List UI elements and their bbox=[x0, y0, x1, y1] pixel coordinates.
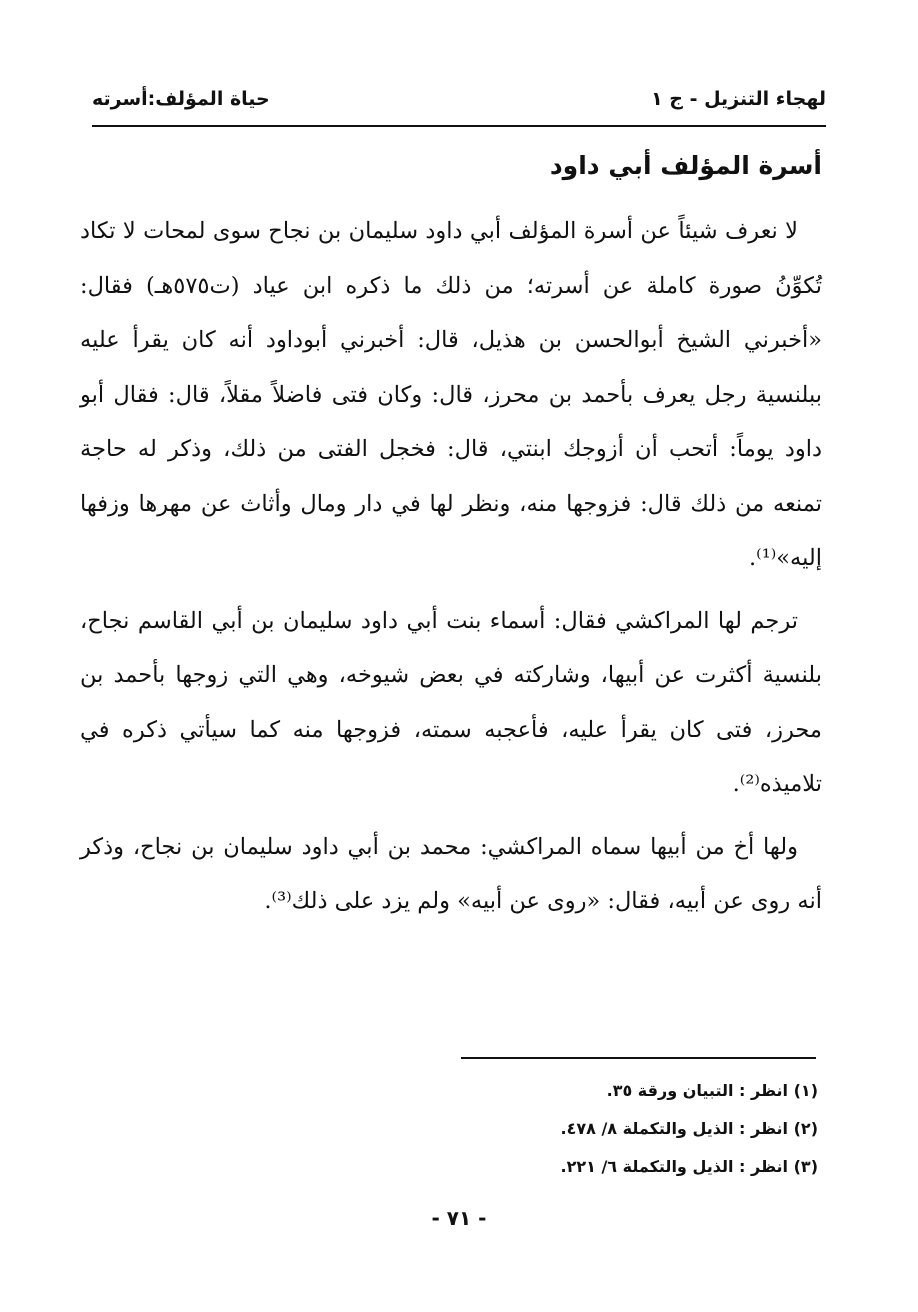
footnote-rule bbox=[461, 1057, 816, 1059]
section-title: أسرة المؤلف أبي داود bbox=[549, 151, 822, 180]
page-number: - ٧١ - bbox=[431, 1206, 487, 1230]
header-rule bbox=[92, 125, 826, 127]
footnote-2: (٢) انظر : الذيل والتكملة ٨/ ٤٧٨. bbox=[560, 1119, 818, 1138]
body-text bbox=[80, 204, 822, 937]
paragraph-2: ترجم لها المراكشي فقال: أسماء بنت أبي داود سليمان بن أبي القاسم نجاح، بلنسية أكثرت عن أبيها، وشاركته في بعض شيوخه، وهي التي زوجها بأحمد بن محرز، فتى كان يقرأ عليه، فأعجبه سمته، فزوجها منه كما سيأتي ذكره في تلاميذه⁽²⁾. bbox=[80, 607, 822, 797]
footnotes bbox=[300, 1072, 818, 1186]
paragraph-3: ولها أخ من أبيها سماه المراكشي: محمد بن أبي داود سليمان بن نجاح، وذكر أنه روى عن أبيه، فقال: «روى عن أبيه» ولم يزد على ذلك⁽³⁾. bbox=[80, 833, 822, 914]
chapter-title: حياة المؤلف:أسرته bbox=[92, 88, 270, 110]
paragraph-1: لا نعرف شيئاً عن أسرة المؤلف أبي داود سليمان بن نجاح سوى لمحات لا تكاد تُكوِّنُ صورة كاملة عن أسرته؛ من ذلك ما ذكره ابن عياد (ت٥٧٥هـ) فقال: «أخبرني الشيخ أبوالحسن بن هذيل، قال: أخبرني أبوداود أنه كان يقرأ عليه ببلنسية رجل يعرف بأحمد بن محرز، قال: وكان فتى فاضلاً مقلاً، قال: فقال أبو داود يوماً: أتحب أن أزوجك ابنتي، قال: فخجل الفتى من ذلك، وذكر له حاجة تمنعه من ذلك قال: فزوجها منه، ونظر لها في دار ومال وأثاث عن مهرها وزفها إليه»⁽¹⁾. bbox=[80, 218, 822, 571]
running-header bbox=[92, 82, 826, 116]
footnote-3: (٣) انظر : الذيل والتكملة ٦/ ٢٢١. bbox=[560, 1157, 818, 1176]
footnote-1: (١) انظر : التبيان ورقة ٣٥. bbox=[606, 1081, 818, 1100]
book-title: لهجاء التنزيل - ج ١ bbox=[651, 88, 826, 110]
